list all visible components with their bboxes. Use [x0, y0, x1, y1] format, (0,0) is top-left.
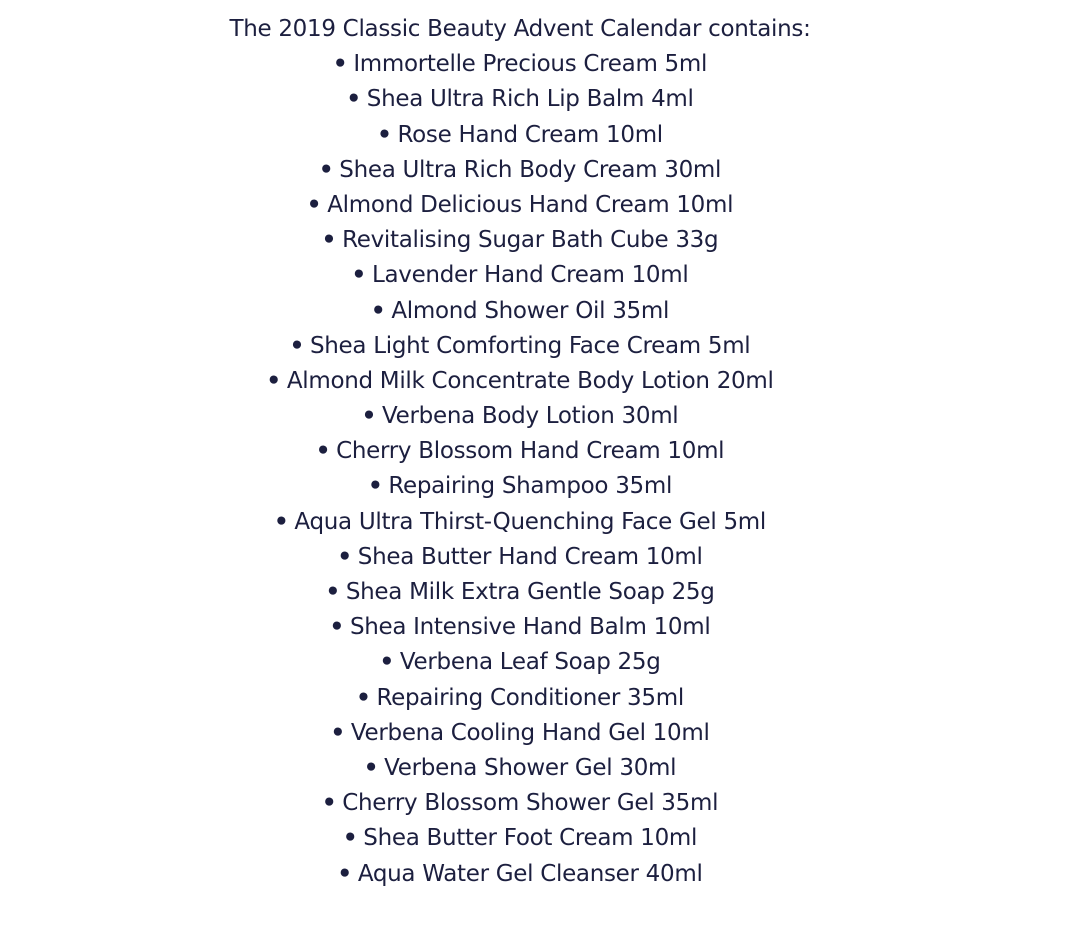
list-item — [0, 294, 1040, 329]
list-item-text: Aqua Ultra Thirst-Quenching Face Gel 5ml — [294, 508, 766, 535]
list-item — [0, 399, 1040, 434]
list-item — [0, 681, 1040, 716]
list-item-text: Shea Milk Extra Gentle Soap 25g — [345, 579, 715, 605]
bullet-icon: • — [318, 156, 334, 183]
list-item — [0, 857, 1040, 892]
list-item — [0, 645, 1040, 680]
list-item-text: Aqua Water Gel Cleanser 40ml — [357, 860, 703, 887]
list-item — [0, 329, 1040, 364]
list-item-text: Immortelle Precious Cream 5ml — [353, 51, 708, 78]
list-item-text: Verbena Cooling Hand Gel 10ml — [350, 719, 710, 746]
list-item — [0, 188, 1040, 223]
list-item — [0, 47, 1040, 82]
list-item — [0, 786, 1040, 821]
list-item — [0, 153, 1040, 188]
bullet-icon: • — [321, 790, 337, 817]
bullet-icon: • — [356, 684, 371, 711]
list-item-text: Shea Light Comforting Face Cream 5ml — [309, 332, 751, 359]
bullet-icon: • — [266, 367, 281, 394]
list-item-text: Shea Ultra Rich Lip Balm 4ml — [366, 86, 694, 113]
list-item-text: Lavender Hand Cream 10ml — [371, 262, 689, 289]
list-item-text: Almond Delicious Hand Cream 10ml — [327, 191, 734, 218]
list-item — [0, 821, 1040, 856]
bullet-icon: • — [332, 51, 348, 78]
bullet-icon: • — [337, 860, 352, 887]
bullet-icon: • — [274, 508, 289, 535]
bullet-icon: • — [379, 649, 394, 676]
bullet-icon: • — [315, 438, 331, 465]
list-item-text: Cherry Blossom Shower Gel 35ml — [342, 790, 719, 817]
list-item-text: Repairing Conditioner 35ml — [376, 684, 684, 711]
list-item — [0, 540, 1040, 575]
list-item — [0, 118, 1040, 153]
list-item — [0, 469, 1040, 504]
bullet-icon: • — [370, 297, 386, 324]
contents-list — [0, 47, 1040, 892]
bullet-icon: • — [289, 332, 304, 359]
bullet-icon: • — [337, 543, 352, 570]
bullet-icon: • — [367, 473, 383, 500]
list-item — [0, 575, 1040, 610]
list-item — [0, 223, 1040, 258]
list-item — [0, 82, 1040, 117]
list-item — [0, 751, 1040, 786]
bullet-icon: • — [329, 614, 344, 641]
bullet-icon: • — [363, 754, 379, 781]
list-item-text: Almond Milk Concentrate Body Lotion 20ml — [286, 367, 774, 394]
list-item-text: Repairing Shampoo 35ml — [388, 473, 673, 500]
list-item — [0, 505, 1040, 540]
contents-heading: The 2019 Classic Beauty Advent Calendar contains: — [229, 16, 811, 42]
list-item — [0, 258, 1040, 293]
bullet-icon: • — [346, 86, 361, 113]
bullet-icon: • — [342, 825, 358, 852]
list-item-text: Cherry Blossom Hand Cream 10ml — [336, 438, 725, 465]
advent-calendar-contents — [0, 12, 1040, 892]
list-item-text: Verbena Body Lotion 30ml — [382, 403, 679, 430]
bullet-icon: • — [377, 121, 392, 148]
bullet-icon: • — [325, 579, 340, 605]
list-item — [0, 364, 1040, 399]
list-item-text: Shea Butter Hand Cream 10ml — [357, 543, 703, 570]
list-item — [0, 434, 1040, 469]
list-item-text: Rose Hand Cream 10ml — [397, 121, 663, 148]
list-item-text: Shea Ultra Rich Body Cream 30ml — [339, 156, 722, 183]
list-item-text: Verbena Leaf Soap 25g — [399, 649, 661, 676]
list-item-text: Verbena Shower Gel 30ml — [384, 754, 677, 781]
bullet-icon: • — [361, 403, 377, 430]
list-item — [0, 610, 1040, 645]
list-item-text: Shea Butter Foot Cream 10ml — [363, 825, 698, 852]
list-item-text: Shea Intensive Hand Balm 10ml — [349, 614, 711, 641]
list-item-text: Almond Shower Oil 35ml — [391, 297, 670, 324]
bullet-icon: • — [330, 719, 345, 746]
bullet-icon: • — [321, 227, 337, 254]
list-item-text: Revitalising Sugar Bath Cube 33g — [342, 227, 719, 254]
bullet-icon: • — [351, 262, 366, 289]
bullet-icon: • — [306, 191, 322, 218]
list-item — [0, 716, 1040, 751]
